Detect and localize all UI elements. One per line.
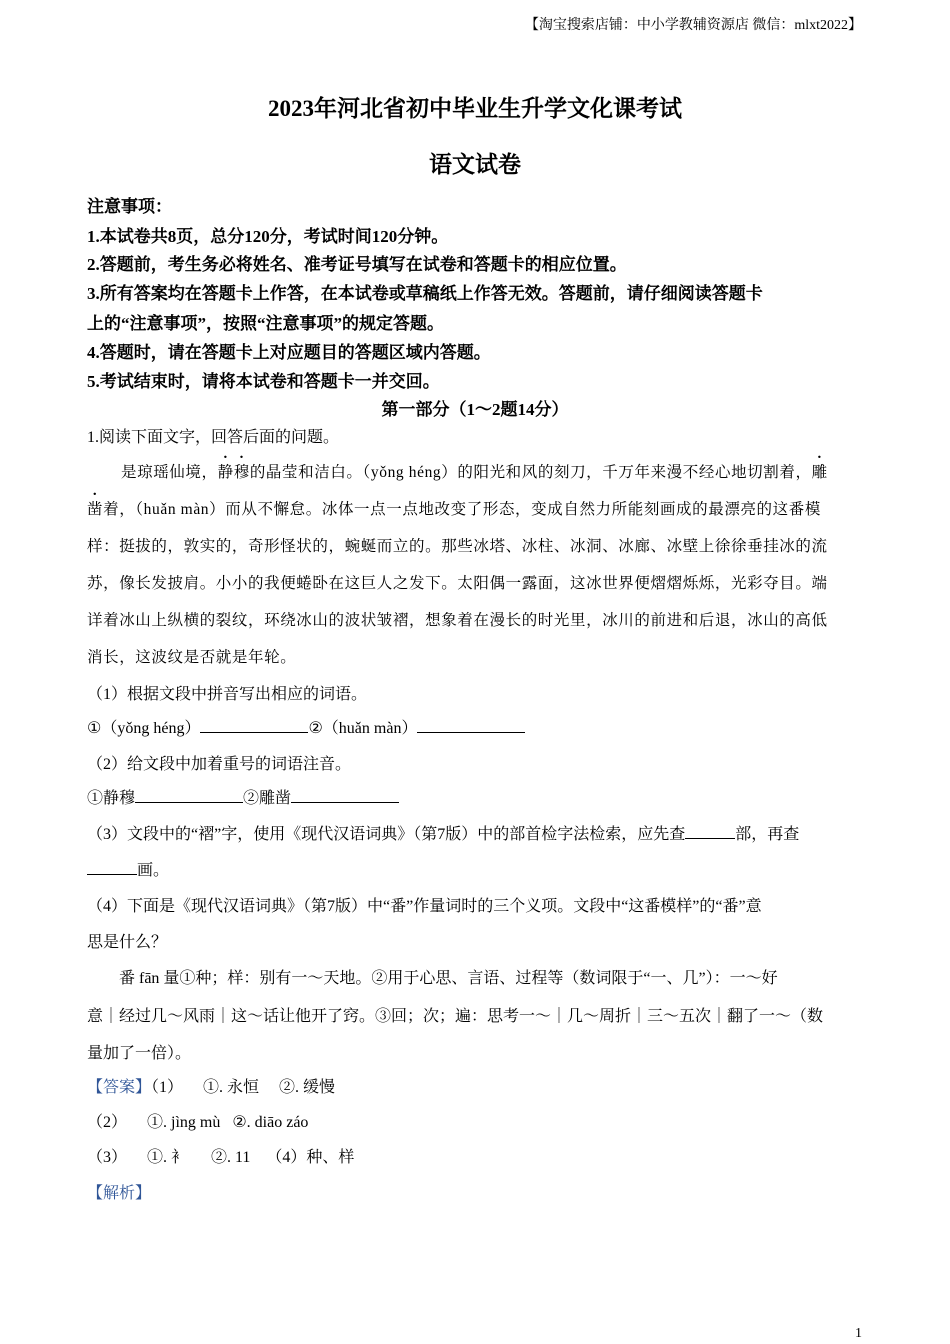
dictionary-entry: 番 fān 量①种；样：别有一～天地。②用于心思、言语、过程等（数词限于“一、几”）：一～好: [119, 970, 778, 987]
answer-blank[interactable]: [291, 788, 399, 803]
dictionary-entry: 量加了一倍）。: [87, 1045, 192, 1062]
answer-blank[interactable]: [87, 860, 137, 875]
subquestion-1: （1）根据文段中拼音写出相应的词语。: [87, 686, 368, 703]
passage-line: 消长，这波纹是否就是年轮。: [87, 649, 297, 666]
note-item: 5.考试结束时，请将本试卷和答题卡一并交回。: [87, 372, 440, 391]
subquestion-2-blanks: ①静穆 ②雕凿: [87, 785, 399, 808]
emphasis-char: 穆: [233, 464, 250, 481]
note-item: 3.所有答案均在答题卡上作答，在本试卷或草稿纸上作答无效。答题前，请仔细阅读答题卡: [87, 284, 763, 303]
emphasis-char: 静: [217, 464, 234, 481]
exam-subject: 语文试卷: [429, 152, 521, 177]
answer-row: （3） ①. 衤 ②. 11 （4）种、样: [87, 1149, 355, 1166]
subquestion-4: （4）下面是《现代汉语词典》（第7版）中“番”作量词时的三个义项。文段中“这番模样”的“番”意: [87, 898, 762, 915]
header-banner: 【淘宝搜索店铺：中小学教辅资源店 微信：mlxt2022】: [524, 18, 862, 33]
dictionary-entry: 意｜经过几～风雨｜这～话让他开了窍。③回；次；遍：思考一～｜几～周折｜三～五次｜翻了一～（数: [87, 1008, 824, 1025]
answer-blank[interactable]: [135, 788, 243, 803]
analysis-label: 【解析】: [87, 1185, 152, 1202]
subquestion-3-cont: 画。: [87, 857, 169, 880]
passage-line: 苏，像长发披肩。小小的我便蜷卧在这巨人之发下。太阳偶一露面，这冰世界便熠熠烁烁，光彩夺目。端: [87, 575, 828, 592]
note-item: 1.本试卷共8页，总分120分，考试时间120分钟。: [87, 227, 449, 246]
emphasis-char: 雕: [811, 464, 828, 481]
notes-heading: 注意事项：: [87, 197, 172, 216]
note-item: 上的“注意事项”，按照“注意事项”的规定答题。: [87, 314, 444, 333]
exam-title: 2023年河北省初中毕业生升学文化课考试: [268, 96, 682, 121]
subquestion-1-blanks: ①（yǒng héng） ②（huǎn màn）: [87, 715, 525, 738]
subquestion-4-cont: 思是什么？: [87, 934, 168, 951]
page-number: 1: [855, 1326, 862, 1341]
answer-label: 【答案】: [87, 1079, 152, 1096]
answer-blank[interactable]: [417, 718, 525, 733]
passage-line: 详着冰山上纵横的裂纹，环绕冰山的波状皱褶，想象着在漫长的时光里，冰川的前进和后退，冰山的高低: [87, 612, 828, 629]
note-item: 4.答题时，请在答题卡上对应题目的答题区域内答题。: [87, 343, 491, 362]
answer-row: 【答案】（1） ①. 永恒 ②. 缓慢: [87, 1079, 336, 1096]
answer-blank[interactable]: [200, 718, 308, 733]
section-title: 第一部分（1～2题14分）: [381, 400, 569, 419]
passage-line: 凿着，（huǎn màn）而从不懈怠。冰体一点一点地改变了形态，变成自然力所能刻画成的最漂亮的这番模: [87, 497, 821, 519]
passage-line: 样：挺拔的，敦实的，奇形怪状的，蜿蜒而立的。那些冰塔、冰柱、冰洞、冰廊、冰壁上徐徐垂挂冰的流: [87, 538, 828, 555]
question-intro: 1.阅读下面文字，回答后面的问题。: [87, 429, 340, 446]
note-item: 2.答题前，考生务必将姓名、准考证号填写在试卷和答题卡的相应位置。: [87, 255, 627, 274]
answer-row: （2） ①. jìng mù ②. diāo záo: [87, 1114, 309, 1131]
answer-blank[interactable]: [685, 824, 735, 839]
emphasis-char: 凿: [87, 501, 104, 518]
passage-line: 是琼瑶仙境，静穆的晶莹和洁白。（yǒng héng）的阳光和风的刻刀，千万年来漫不经心地切割着，雕: [87, 460, 828, 482]
subquestion-3: （3）文段中的“褶”字，使用《现代汉语词典》（第7版）中的部首检字法检索，应先查 部，再查: [87, 826, 800, 843]
subquestion-2: （2）给文段中加着重号的词语注音。: [87, 756, 352, 773]
